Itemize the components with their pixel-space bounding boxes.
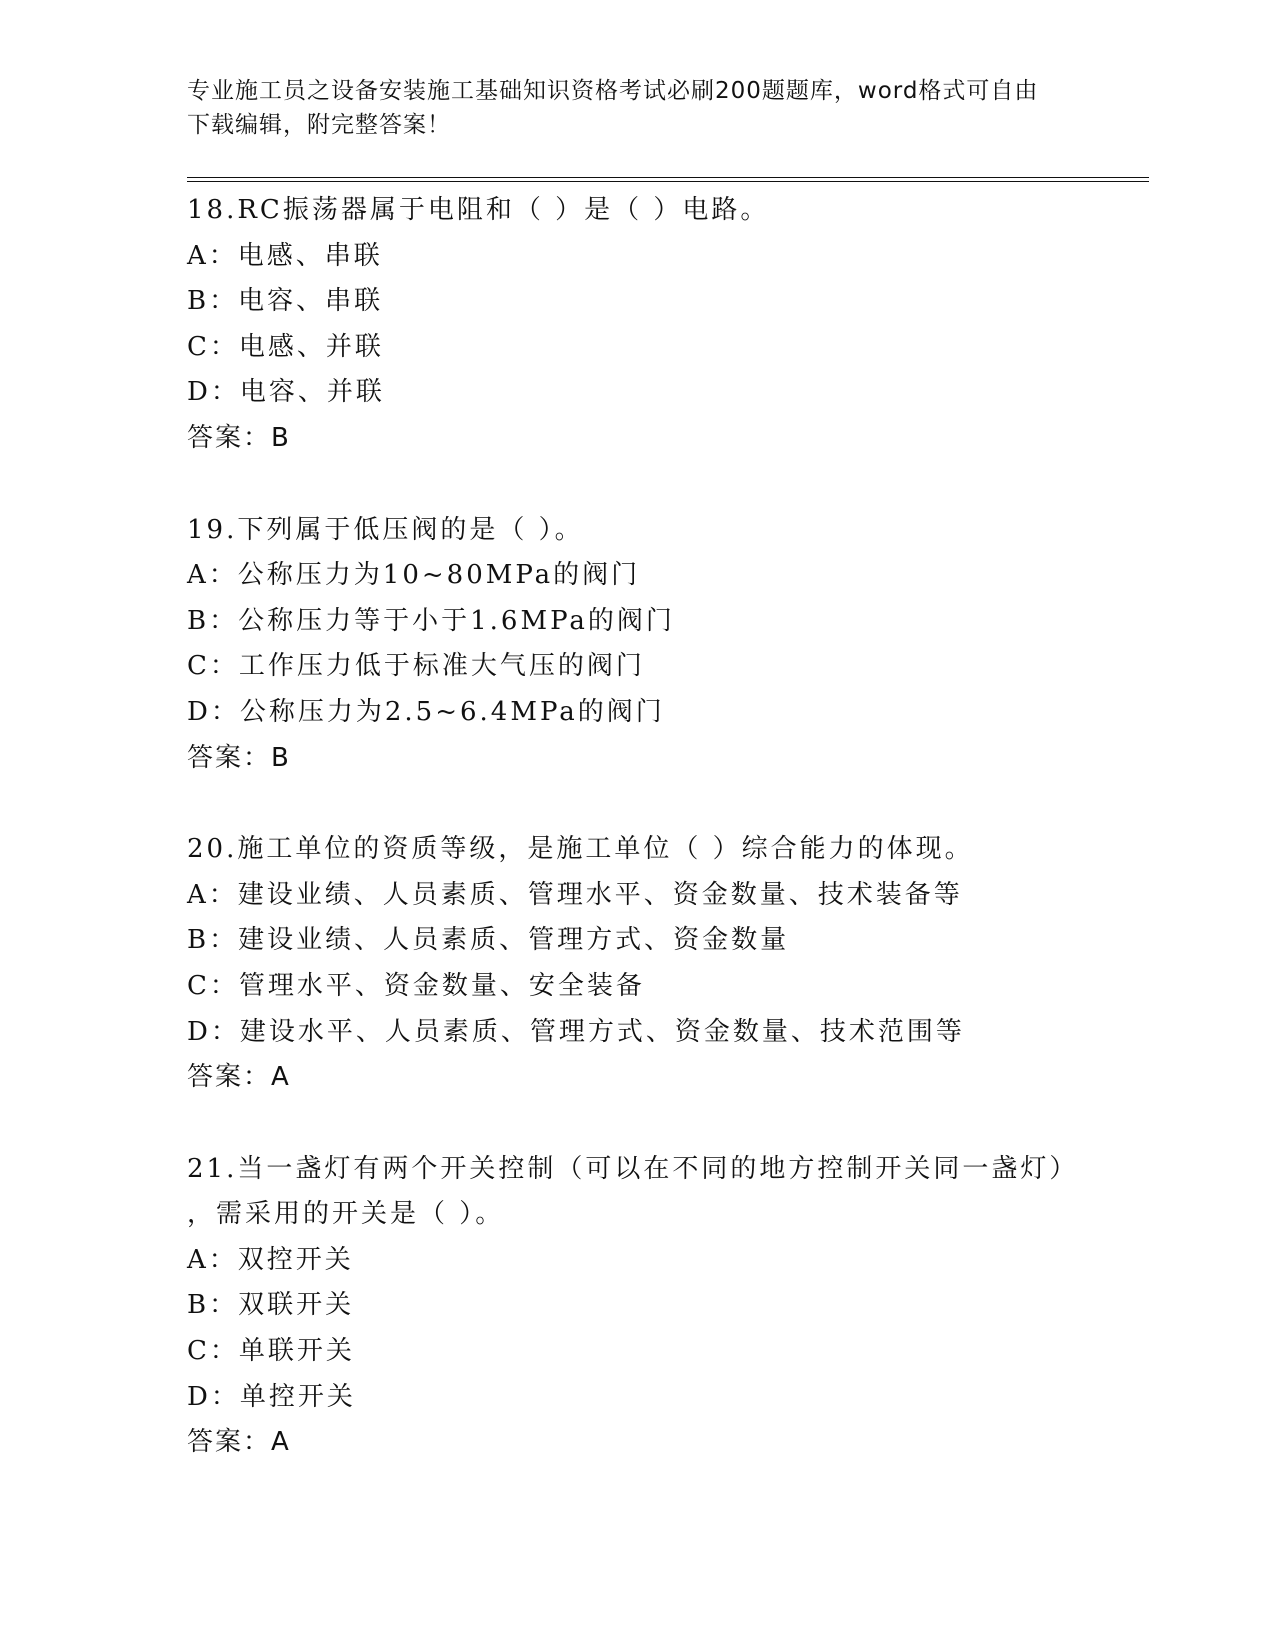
- answer-line: 答案：B: [187, 422, 291, 453]
- option-a: A：双控开关: [187, 1244, 354, 1275]
- option-c: C：电感、并联: [187, 331, 384, 362]
- header-divider: [187, 177, 1149, 182]
- option-a: A：建设业绩、人员素质、管理水平、资金数量、技术装备等: [187, 879, 963, 910]
- question-stem: 21.当一盏灯有两个开关控制（可以在不同的地方控制开关同一盏灯）: [187, 1153, 1079, 1184]
- option-b: B：双联开关: [187, 1290, 355, 1321]
- question-stem: 20.施工单位的资质等级，是施工单位（ ）综合能力的体现。: [187, 834, 974, 865]
- header-line: 下载编辑，附完整答案！: [187, 112, 451, 138]
- option-d: D：电容、并联: [187, 377, 385, 408]
- option-c: C：管理水平、资金数量、安全装备: [187, 970, 645, 1001]
- option-a: A：电感、串联: [187, 240, 383, 271]
- question-list: [187, 188, 1147, 1512]
- question-18: [187, 188, 1147, 462]
- question-stem: 19.下列属于低压阀的是（ ）。: [187, 514, 584, 545]
- question-20: [187, 827, 1147, 1101]
- question-stem-continued: ，需采用的开关是（ ）。: [187, 1199, 505, 1230]
- answer-line: 答案：B: [187, 742, 291, 773]
- option-b: B：电容、串联: [187, 286, 384, 317]
- option-b: B：公称压力等于小于1.6MPa的阀门: [187, 605, 675, 636]
- question-19: [187, 508, 1147, 782]
- answer-line: 答案：A: [187, 1427, 291, 1458]
- option-d: D：建设水平、人员素质、管理方式、资金数量、技术范围等: [187, 1016, 965, 1047]
- option-a: A：公称压力为10~80MPa的阀门: [187, 560, 641, 591]
- option-c: C：工作压力低于标准大气压的阀门: [187, 651, 645, 682]
- option-d: D：单控开关: [187, 1381, 356, 1412]
- option-c: C：单联开关: [187, 1336, 355, 1367]
- document-header: [187, 74, 1067, 142]
- option-b: B：建设业绩、人员素质、管理方式、资金数量: [187, 925, 790, 956]
- question-21: [187, 1147, 1147, 1466]
- question-stem: 18.RC振荡器属于电阻和（ ）是（ ）电路。: [187, 195, 770, 225]
- header-line: 专业施工员之设备安装施工基础知识资格考试必刷200题题库，word格式可自由: [187, 78, 1039, 104]
- answer-line: 答案：A: [187, 1062, 291, 1093]
- option-d: D：公称压力为2.5~6.4MPa的阀门: [187, 696, 665, 727]
